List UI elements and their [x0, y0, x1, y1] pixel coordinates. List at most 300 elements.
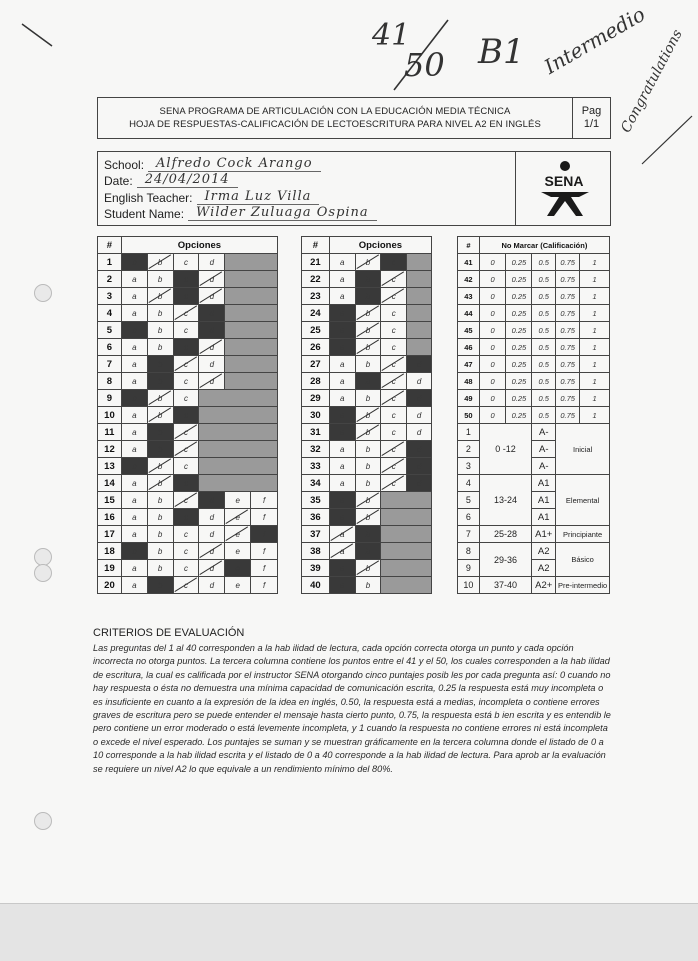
score-option: 0.25	[506, 305, 532, 322]
punch-hole	[34, 812, 52, 830]
score-option: 0.75	[556, 407, 580, 424]
score-option: 1	[580, 322, 610, 339]
answer-option: c	[173, 254, 199, 271]
answer-option: d	[199, 356, 225, 373]
answer-option: a	[121, 458, 147, 475]
level-row	[458, 475, 610, 492]
score-option: 0.5	[532, 288, 556, 305]
page-label: Pag	[581, 105, 602, 117]
level-code: A2	[532, 560, 556, 577]
level-name: Básico	[556, 543, 610, 577]
answer-option: b	[355, 407, 381, 424]
answer-option: b	[147, 543, 173, 560]
level-code: A1+	[532, 526, 556, 543]
question-number: 14	[98, 475, 122, 492]
score-option: 0.5	[532, 407, 556, 424]
score-option: 0	[479, 305, 506, 322]
criteria-title: CRITERIOS DE EVALUACIÓN	[93, 627, 245, 639]
question-row	[302, 271, 432, 288]
answer-option: c	[173, 322, 199, 339]
writing-question-row	[458, 373, 610, 390]
answer-option: b	[147, 492, 173, 509]
page-number	[573, 98, 610, 138]
score-option: 1	[580, 271, 610, 288]
answer-option: a	[329, 475, 355, 492]
score-option: 0	[479, 390, 506, 407]
answer-option: a	[121, 339, 147, 356]
answer-option: f	[251, 577, 278, 594]
column-header-options: Opciones	[121, 237, 277, 254]
score-option: 0.5	[532, 305, 556, 322]
score-option: 0	[479, 254, 506, 271]
writing-question-row	[458, 390, 610, 407]
student-row	[104, 205, 509, 222]
answer-option: b	[147, 390, 173, 407]
question-number: 22	[302, 271, 330, 288]
answer-option: b	[355, 424, 381, 441]
score-option: 0.5	[532, 356, 556, 373]
unused-area	[407, 322, 432, 339]
page-bottom-edge	[0, 903, 698, 961]
writing-question-row	[458, 288, 610, 305]
score-option: 1	[580, 356, 610, 373]
question-row	[98, 509, 278, 526]
answer-option: b	[147, 458, 173, 475]
header-title	[98, 98, 573, 138]
question-number: 34	[302, 475, 330, 492]
score-option: 0	[479, 271, 506, 288]
answer-option: a	[329, 305, 355, 322]
score-option: 0.75	[556, 373, 580, 390]
score-option: 0.25	[506, 254, 532, 271]
question-row	[302, 577, 432, 594]
question-number: 13	[98, 458, 122, 475]
question-row	[302, 339, 432, 356]
question-row	[98, 356, 278, 373]
pen-mark	[18, 18, 58, 52]
answer-option: d	[407, 356, 432, 373]
question-row	[98, 305, 278, 322]
writing-score: 3	[458, 458, 480, 475]
answer-option: a	[329, 407, 355, 424]
answer-option: c	[381, 322, 407, 339]
answer-option: a	[121, 543, 147, 560]
writing-question-row	[458, 322, 610, 339]
level-name: Principiante	[556, 526, 610, 543]
question-row	[302, 254, 432, 271]
answer-option: b	[355, 271, 381, 288]
level-row	[458, 543, 610, 560]
question-number: 25	[302, 322, 330, 339]
level-code: A2	[532, 543, 556, 560]
question-number: 20	[98, 577, 122, 594]
answer-option: b	[147, 577, 173, 594]
answer-option: a	[329, 339, 355, 356]
unused-area	[199, 441, 278, 458]
unused-area	[381, 526, 432, 543]
answer-option: a	[121, 526, 147, 543]
answer-option: a	[329, 424, 355, 441]
answer-option: d	[199, 543, 225, 560]
score-option: 1	[580, 305, 610, 322]
answer-option: a	[121, 577, 147, 594]
question-row	[302, 441, 432, 458]
score-option: 0.25	[506, 339, 532, 356]
answer-option: c	[173, 475, 199, 492]
unused-area	[381, 577, 432, 594]
unused-area	[225, 373, 278, 390]
score-option: 0.75	[556, 390, 580, 407]
student-info-fields	[98, 152, 516, 225]
answer-option: d	[199, 254, 225, 271]
answer-option: a	[121, 254, 147, 271]
answer-option: b	[355, 475, 381, 492]
answer-option: b	[147, 441, 173, 458]
question-number: 29	[302, 390, 330, 407]
score-option: 1	[580, 254, 610, 271]
answer-option: b	[147, 271, 173, 288]
unused-area	[225, 322, 278, 339]
score-option: 0.25	[506, 407, 532, 424]
answer-option: d	[407, 373, 432, 390]
answer-option: c	[173, 543, 199, 560]
answer-option: b	[147, 373, 173, 390]
question-number: 36	[302, 509, 330, 526]
unused-area	[381, 543, 432, 560]
question-number: 5	[98, 322, 122, 339]
score-option: 0.75	[556, 305, 580, 322]
score-option: 0.75	[556, 339, 580, 356]
question-row	[302, 373, 432, 390]
answer-option: b	[147, 509, 173, 526]
score-option: 0	[479, 356, 506, 373]
question-number: 11	[98, 424, 122, 441]
answer-option: a	[121, 305, 147, 322]
question-number: 39	[302, 560, 330, 577]
answer-option: c	[173, 526, 199, 543]
answer-option: c	[381, 271, 407, 288]
answer-option: b	[355, 509, 381, 526]
question-row	[98, 373, 278, 390]
question-row	[302, 526, 432, 543]
level-code: A-	[532, 458, 556, 475]
question-row	[98, 271, 278, 288]
answer-option: c	[381, 475, 407, 492]
question-row	[98, 492, 278, 509]
question-row	[98, 526, 278, 543]
answer-option: c	[381, 441, 407, 458]
question-number: 46	[458, 339, 480, 356]
question-number: 30	[302, 407, 330, 424]
answer-option: c	[173, 492, 199, 509]
level-code: A1	[532, 475, 556, 492]
answer-option: d	[199, 322, 225, 339]
score-option: 0	[479, 339, 506, 356]
level-code: A-	[532, 441, 556, 458]
score-option: 0	[479, 322, 506, 339]
score-option: 0.25	[506, 373, 532, 390]
answer-option: b	[355, 356, 381, 373]
score-option: 0	[479, 407, 506, 424]
level-code: A1	[532, 509, 556, 526]
answer-option: c	[381, 339, 407, 356]
score-option: 0.5	[532, 373, 556, 390]
answer-option: b	[147, 305, 173, 322]
unused-area	[381, 560, 432, 577]
answer-option: b	[147, 526, 173, 543]
answer-option: c	[173, 339, 199, 356]
sena-logo-text: SENA	[544, 173, 584, 189]
question-number: 42	[458, 271, 480, 288]
answer-option: b	[355, 254, 381, 271]
score-option: 0.5	[532, 271, 556, 288]
teacher-label: English Teacher:	[104, 190, 193, 205]
answer-option: a	[329, 441, 355, 458]
question-number: 1	[98, 254, 122, 271]
answer-option: f	[251, 543, 278, 560]
answer-option: b	[355, 390, 381, 407]
question-number: 4	[98, 305, 122, 322]
reading-score-range: 25-28	[479, 526, 531, 543]
answer-option: c	[173, 356, 199, 373]
answer-option: b	[147, 407, 173, 424]
question-row	[98, 322, 278, 339]
writing-score: 7	[458, 526, 480, 543]
question-number: 38	[302, 543, 330, 560]
score-option: 0.5	[532, 322, 556, 339]
question-number: 41	[458, 254, 480, 271]
question-number: 23	[302, 288, 330, 305]
level-name: Inicial	[556, 424, 610, 475]
writing-score-grid	[457, 236, 610, 594]
answer-option: c	[173, 424, 199, 441]
score-option: 0	[479, 288, 506, 305]
answer-option: d	[199, 492, 225, 509]
question-number: 2	[98, 271, 122, 288]
score-option: 1	[580, 407, 610, 424]
header-line-2: HOJA DE RESPUESTAS-CALIFICACIÓN DE LECTOESCRITURA PARA NIVEL A2 EN INGLÉS	[129, 119, 541, 130]
level-row	[458, 424, 610, 441]
answer-option: a	[121, 271, 147, 288]
level-code: A-	[532, 424, 556, 441]
answer-option: a	[121, 407, 147, 424]
answer-option: b	[147, 424, 173, 441]
question-number: 19	[98, 560, 122, 577]
answer-option: f	[251, 509, 278, 526]
answer-option: e	[225, 509, 251, 526]
answer-option: c	[381, 373, 407, 390]
question-number: 33	[302, 458, 330, 475]
answer-option: c	[381, 305, 407, 322]
answer-option: a	[329, 356, 355, 373]
question-row	[302, 356, 432, 373]
answer-option: a	[329, 458, 355, 475]
question-row	[302, 560, 432, 577]
answer-option: b	[355, 543, 381, 560]
writing-question-row	[458, 305, 610, 322]
answer-option: d	[199, 271, 225, 288]
unused-area	[381, 509, 432, 526]
answer-option: c	[381, 424, 407, 441]
score-option: 0.5	[532, 254, 556, 271]
teacher-row	[104, 188, 509, 205]
answer-option: c	[381, 458, 407, 475]
unused-area	[407, 305, 432, 322]
answer-option: a	[329, 492, 355, 509]
answer-option: c	[173, 560, 199, 577]
writing-question-row	[458, 254, 610, 271]
answer-option: d	[407, 424, 432, 441]
writing-question-row	[458, 271, 610, 288]
score-option: 1	[580, 339, 610, 356]
answer-option: b	[147, 475, 173, 492]
question-number: 18	[98, 543, 122, 560]
writing-score: 2	[458, 441, 480, 458]
unused-area	[199, 390, 278, 407]
question-number: 26	[302, 339, 330, 356]
question-row	[98, 441, 278, 458]
answer-option: c	[173, 390, 199, 407]
score-option: 1	[580, 390, 610, 407]
level-code: A1	[532, 492, 556, 509]
writing-score: 1	[458, 424, 480, 441]
student-label: Student Name:	[104, 207, 185, 221]
answer-option: c	[381, 407, 407, 424]
answer-option: d	[407, 458, 432, 475]
answer-option: b	[355, 339, 381, 356]
question-number: 48	[458, 373, 480, 390]
writing-question-row	[458, 339, 610, 356]
answer-option: a	[329, 577, 355, 594]
answer-grid-21-40	[301, 236, 432, 594]
date-row	[104, 172, 509, 189]
question-number: 10	[98, 407, 122, 424]
writing-score: 10	[458, 577, 480, 594]
answer-option: d	[407, 390, 432, 407]
column-header-number: #	[302, 237, 330, 254]
score-option: 1	[580, 288, 610, 305]
question-number: 15	[98, 492, 122, 509]
answer-option: c	[381, 390, 407, 407]
handwritten-note-intermedio: Intermedio	[540, 1, 650, 79]
answer-option: c	[173, 407, 199, 424]
column-header-no-marcar: No Marcar (Calificación)	[479, 237, 609, 254]
answer-option: a	[329, 560, 355, 577]
answer-option: b	[355, 322, 381, 339]
answer-option: a	[121, 492, 147, 509]
answer-option: a	[329, 390, 355, 407]
punch-hole	[34, 284, 52, 302]
answer-option: a	[121, 509, 147, 526]
school-row	[104, 155, 509, 172]
answer-option: a	[121, 475, 147, 492]
answer-option: b	[147, 339, 173, 356]
answer-option: a	[121, 322, 147, 339]
question-number: 45	[458, 322, 480, 339]
header-box	[97, 97, 611, 139]
question-number: 44	[458, 305, 480, 322]
answer-option: b	[147, 254, 173, 271]
answer-option: a	[121, 424, 147, 441]
writing-score: 6	[458, 509, 480, 526]
reading-score-range: 29-36	[479, 543, 531, 577]
answer-option: c	[381, 288, 407, 305]
question-number: 24	[302, 305, 330, 322]
score-option: 0.75	[556, 271, 580, 288]
answer-grid-1-20	[97, 236, 278, 594]
answer-option: d	[407, 407, 432, 424]
evaluation-criteria	[93, 627, 613, 776]
reading-score-range: 37-40	[479, 577, 531, 594]
unused-area	[225, 339, 278, 356]
question-number: 16	[98, 509, 122, 526]
answer-option: d	[199, 339, 225, 356]
answer-option: a	[121, 373, 147, 390]
unused-area	[199, 407, 278, 424]
question-number: 8	[98, 373, 122, 390]
answer-option: b	[147, 356, 173, 373]
answer-option: b	[355, 458, 381, 475]
answer-option: d	[199, 373, 225, 390]
answer-option: a	[121, 441, 147, 458]
answer-option: d	[199, 577, 225, 594]
header-line-1: SENA PROGRAMA DE ARTICULACIÓN CON LA EDUCACIÓN MEDIA TÉCNICA	[159, 106, 511, 117]
question-row	[98, 390, 278, 407]
question-number: 6	[98, 339, 122, 356]
question-number: 35	[302, 492, 330, 509]
answer-option: a	[329, 254, 355, 271]
school-value: Alfredo Cock Arango	[148, 157, 320, 172]
answer-option: e	[225, 543, 251, 560]
question-row	[302, 424, 432, 441]
writing-question-row	[458, 356, 610, 373]
level-row	[458, 526, 610, 543]
student-info-box	[97, 151, 611, 226]
unused-area	[407, 254, 432, 271]
criteria-body: Las preguntas del 1 al 40 corresponden a la hab ilidad de lectura, cada opción correcta otorga un punto y cada opción incorrecta no otorga puntos. La tercera columna contiene los puntos entre el 41 y el 50, los cuales corresponden a la hab ilidad de escritura, la cual es calificada por el instructor SENA otorgando cinco puntajes posib les por cada pregunta así: 0 cuando no hay respuesta o ésta no demuestra una mínima capacidad de comunicación escrita, 0.25 la respuesta está muy incompleta o es insuficiente en cuanto a la expresión de la idea en inglés, 0.50, la respuesta está a medias, incompleta o contiene errores graves de escritura pero se puede entender el mensaje hasta cierto punto, 0.75, la respuesta está b ien escrita y es entendib le pero contiene un error moderado o está levemente incompleta, y 1 cuando la respuesta no contiene errores ni está incompleta o excede el nivel esperado. Los puntajes se suman y se muestran gráficamente en la tercera columna donde el listado de 0 a 10 corresponde a la hab ilidad escrita y el listado de 0 a 40 corresponde a la hab ilidad de lectura. Para aprob ar la evaluación se requiere un nivel A2 lo que equivale a un rendimiento mínimo del 80%.	[93, 643, 611, 774]
date-value: 24/04/2014	[137, 173, 238, 188]
writing-score: 5	[458, 492, 480, 509]
score-option: 0.25	[506, 356, 532, 373]
unused-area	[225, 305, 278, 322]
score-option: 0.75	[556, 254, 580, 271]
question-number: 37	[302, 526, 330, 543]
unused-area	[225, 356, 278, 373]
question-row	[302, 458, 432, 475]
answer-option: c	[173, 577, 199, 594]
level-name: Pre-intermedio	[556, 577, 610, 594]
score-option: 0.25	[506, 288, 532, 305]
column-header-options: Opciones	[329, 237, 431, 254]
reading-score-range: 0 -12	[479, 424, 531, 475]
level-code: A2+	[532, 577, 556, 594]
unused-area	[199, 458, 278, 475]
answer-option: c	[173, 305, 199, 322]
question-number: 9	[98, 390, 122, 407]
answer-option: d	[199, 509, 225, 526]
teacher-value: Irma Luz Villa	[197, 190, 320, 205]
question-row	[98, 458, 278, 475]
answer-option: c	[173, 373, 199, 390]
question-number: 3	[98, 288, 122, 305]
answer-option: a	[329, 322, 355, 339]
score-option: 0.5	[532, 390, 556, 407]
answer-option: b	[147, 322, 173, 339]
answer-option: d	[199, 526, 225, 543]
handwritten-level: B1	[478, 32, 525, 72]
answer-option: a	[329, 526, 355, 543]
answer-option: a	[329, 373, 355, 390]
